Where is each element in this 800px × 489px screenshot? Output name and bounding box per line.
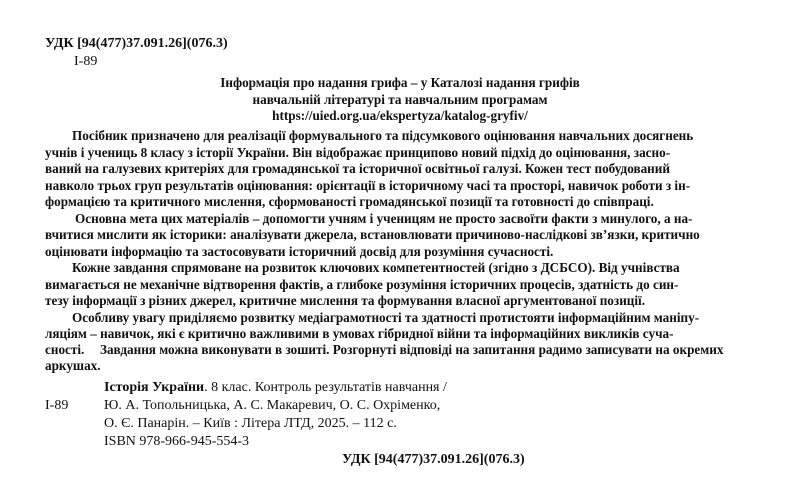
udk-code-bottom: УДК [94(477)37.091.26](076.3) [342, 452, 525, 467]
body-line: навколо трьох груп результатів оцінювання: орієнтації в історичному часі та просторі, навичок роботи з ін- [45, 178, 691, 193]
body-line: сності. [45, 342, 85, 357]
grif-line: Інформація про надання грифа – у Каталозі надання грифів [220, 75, 580, 90]
grif-url: https://uied.org.ua/ekspertyza/katalog-gryfiv/ [272, 108, 528, 123]
catalog-isbn: ISBN 978-966-945-554-3 [104, 434, 250, 449]
catalog-title [104, 380, 447, 396]
catalog-publication: О. Є. Панарін. – Київ : Літера ЛТД, 2025. – 112 с. [104, 416, 397, 431]
body-line: Основна мета цих матеріалів – допомогти учням і ученицям не просто засвоїти факти з минулого, а на- [75, 211, 693, 226]
book-title: Історія України [104, 380, 205, 395]
body-line: аркушах. [45, 358, 101, 373]
book-title-rest: . 8 клас. Контроль результатів навчання / [204, 380, 447, 395]
catalog-authors: Ю. А. Топольницька, А. С. Макаревич, О. С. Охріменко, [104, 398, 441, 413]
body-line: вчитися мислити як історики: аналізувати джерела, встановлювати причиново-наслідкові зв’язки, критично [45, 227, 700, 242]
author-index-top: І-89 [74, 54, 98, 69]
udk-code-top: УДК [94(477)37.091.26](076.3) [45, 36, 228, 51]
body-line: ляціям – навичок, які є критично важливими в умовах гібридної війни та інформаційних викликів суча- [45, 326, 674, 341]
body-line: тезу інформації з різних джерел, критичне мислення та формування власної аргументованої позиції. [45, 293, 646, 308]
body-line: Особливу увагу приділяємо розвитку медіаграмотності та здатності протистояти інформаційним маніпу- [72, 310, 700, 325]
body-line: Посібник призначено для реалізації формувального та підсумкового оцінювання навчальних досягнень [72, 128, 694, 143]
catalog-index: І-89 [45, 398, 69, 413]
body-line: оцінювати інформацію та застосовувати історичний досвід для розуміння сучасності. [45, 244, 554, 259]
body-line: формацією та критичного мислення, сформованості громадянської позиції та готовності до співпраці. [45, 194, 654, 209]
body-line: вимагається не механічне відтворення фактів, а глибоке розуміння історичних процесів, здатність до син- [45, 277, 679, 292]
body-line: Кожне завдання спрямоване на розвиток ключових компетентностей (згідно з ДСБСО). Від учнівства [72, 260, 680, 275]
body-line: Завдання можна виконувати в зошиті. Розгорнуті відповіді на запитання радимо записувати на окремих [100, 342, 724, 357]
body-line: ваний на галузевих критеріях для громадянської та історичної освітньої галузі. Кожен тест побудований [45, 161, 670, 176]
body-line: учнів і учениць 8 класу з історії України. Він відображає принципово новий підхід до оцінювання, засно- [45, 145, 671, 160]
grif-line: навчальній літературі та навчальним програмам [252, 92, 548, 107]
